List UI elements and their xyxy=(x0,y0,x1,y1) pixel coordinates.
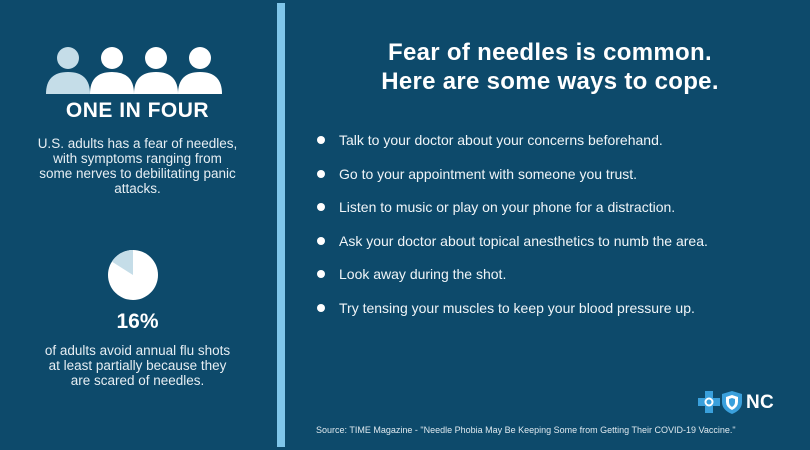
list-item xyxy=(315,198,795,232)
bullet-icon xyxy=(317,203,325,211)
headline-line-1: Fear of needles is common. xyxy=(388,39,712,66)
bcbs-nc-logo xyxy=(698,391,784,415)
headline-line-2: Here are some ways to cope. xyxy=(381,68,719,95)
percent-value: 16% xyxy=(116,310,159,333)
vertical-divider xyxy=(277,3,285,447)
list-item xyxy=(315,131,795,165)
logo-text: NC xyxy=(746,392,775,413)
person-icon xyxy=(178,47,222,94)
tip-text: Try tensing your muscles to keep your blood pressure up. xyxy=(339,299,695,316)
percent-description: of adults avoid annual flu shots at least partially because they are scared of needles. xyxy=(44,343,231,388)
tip-text: Go to your appointment with someone you trust. xyxy=(339,165,638,182)
source-citation: Source: TIME Magazine - "Needle Phobia May Be Keeping Some from Getting Their COVID-19 Vaccine." xyxy=(316,425,736,435)
tip-text: Talk to your doctor about your concerns beforehand. xyxy=(339,132,663,148)
list-item xyxy=(315,299,795,333)
tips-list xyxy=(315,131,795,332)
headline xyxy=(300,38,800,96)
bullet-icon xyxy=(317,304,325,312)
list-item xyxy=(315,265,795,299)
stat-title: ONE IN FOUR xyxy=(65,99,210,122)
stat-description: U.S. adults has a fear of needles, with symptoms ranging from some nerves to debilitating panic attacks. xyxy=(37,136,238,196)
bullet-icon xyxy=(317,136,325,144)
bullet-icon xyxy=(317,270,325,278)
bullet-icon xyxy=(317,170,325,178)
person-icon xyxy=(46,47,90,94)
people-icons xyxy=(46,44,222,94)
bullet-icon xyxy=(317,237,325,245)
pie-chart-icon xyxy=(107,249,159,301)
list-item xyxy=(315,165,795,199)
tip-text: Ask your doctor about topical anesthetics to numb the area. xyxy=(339,232,708,249)
blue-shield-icon xyxy=(722,391,742,414)
left-panel xyxy=(0,0,275,450)
person-icon xyxy=(134,47,178,94)
person-icon xyxy=(90,47,134,94)
tip-text: Look away during the shot. xyxy=(339,266,507,282)
blue-cross-icon xyxy=(698,391,720,413)
tip-text: Listen to music or play on your phone for a distraction. xyxy=(339,199,676,215)
list-item xyxy=(315,232,795,266)
